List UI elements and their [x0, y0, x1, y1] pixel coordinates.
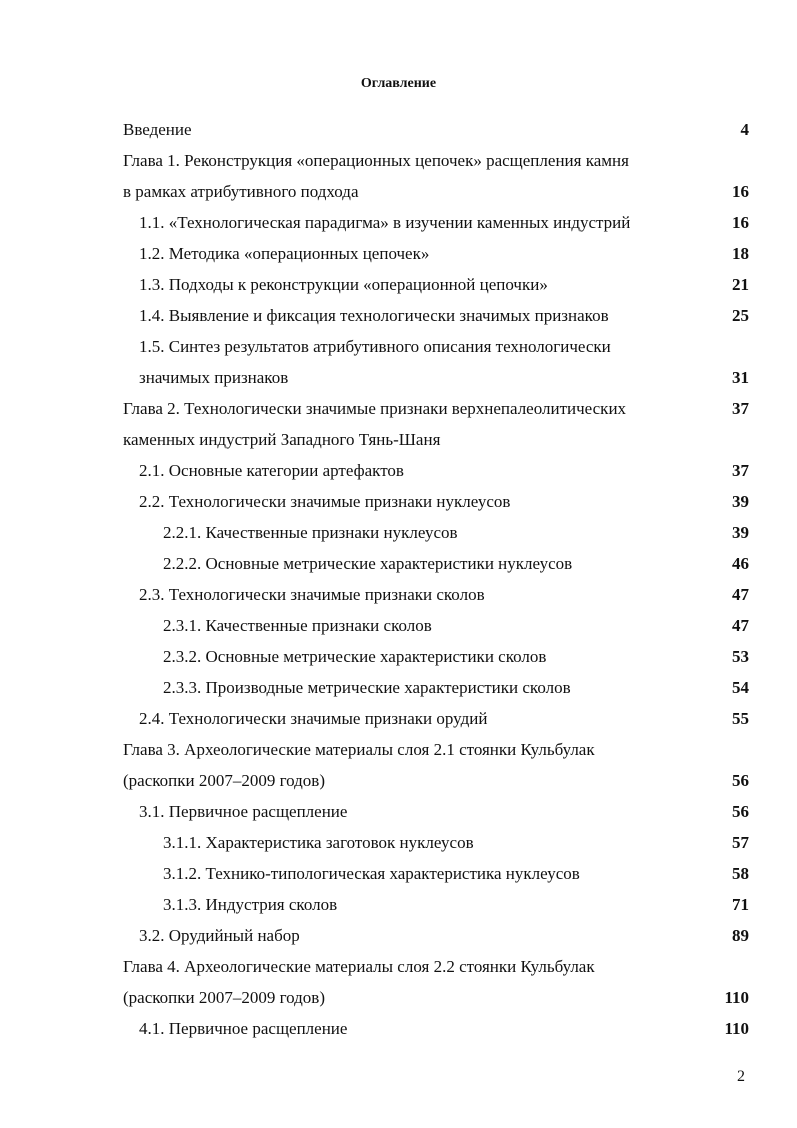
toc-entry-text: 3.1.1. Характеристика заготовок нуклеусов — [163, 833, 474, 852]
toc-entry — [123, 796, 749, 827]
toc-entry-text: 4.1. Первичное расщепление — [139, 1019, 348, 1038]
toc-entry-text: (раскопки 2007–2009 годов) — [123, 771, 325, 790]
toc-entry — [123, 269, 749, 300]
toc-entry — [123, 517, 749, 548]
toc-entry-page: 47 — [732, 616, 749, 635]
toc-entry — [123, 486, 749, 517]
toc-entry-text: (раскопки 2007–2009 годов) — [123, 988, 325, 1007]
toc-entry-text: 1.3. Подходы к реконструкции «операционной цепочки» — [139, 275, 548, 294]
toc-entry — [123, 703, 749, 734]
toc-entry — [123, 548, 749, 579]
toc-entry — [123, 331, 749, 393]
toc-entry — [123, 734, 749, 796]
toc-entry-page: 89 — [732, 926, 749, 945]
toc-entry — [123, 858, 749, 889]
toc-entry-text: 1.2. Методика «операционных цепочек» — [139, 244, 430, 263]
toc-entry — [123, 951, 749, 1013]
toc-entry-text: в рамках атрибутивного подхода — [123, 182, 359, 201]
toc-entry-page: 37 — [732, 399, 749, 418]
toc-entry — [123, 207, 749, 238]
toc-entry-text: 2.4. Технологически значимые признаки орудий — [139, 709, 488, 728]
toc-entry-text: Глава 2. Технологически значимые признаки верхнепалеолитических — [123, 399, 627, 418]
toc-entry — [123, 827, 749, 858]
toc-entry — [123, 393, 749, 455]
toc-entry-text: 2.2.1. Качественные признаки нуклеусов — [163, 523, 458, 542]
toc-entry — [123, 455, 749, 486]
toc-entry-page: 57 — [732, 833, 749, 852]
toc-entry-text: 3.1.3. Индустрия сколов — [163, 895, 338, 914]
toc-entry-text: 2.3.3. Производные метрические характеристики сколов — [163, 678, 571, 697]
toc-entry — [123, 300, 749, 331]
toc-entry — [123, 641, 749, 672]
toc-entry-page: 39 — [732, 492, 749, 511]
toc-entry — [123, 610, 749, 641]
toc-entry-page: 39 — [732, 523, 749, 542]
toc-entry-text: Введение — [123, 120, 192, 139]
toc-entry-text: каменных индустрий Западного Тянь-Шаня — [123, 430, 441, 449]
toc-entry — [123, 672, 749, 703]
toc-entry — [123, 238, 749, 269]
toc-entry-page: 37 — [732, 461, 749, 480]
toc-entry-text: значимых признаков — [139, 368, 289, 387]
toc-entry — [123, 114, 749, 145]
toc-entry-page: 58 — [732, 864, 749, 883]
toc-entry-text: 1.1. «Технологическая парадигма» в изучении каменных индустрий — [139, 213, 631, 232]
toc-entry-page: 56 — [732, 802, 749, 821]
toc-entry-text: 2.2. Технологически значимые признаки нуклеусов — [139, 492, 511, 511]
toc-entry-page: 110 — [724, 1019, 749, 1038]
toc-entry-text: 1.4. Выявление и фиксация технологически значимых признаков — [139, 306, 609, 325]
toc-entry-text: 1.5. Синтез результатов атрибутивного описания технологически — [139, 337, 611, 356]
toc-entry-page: 16 — [732, 213, 749, 232]
toc-entry-page: 54 — [732, 678, 749, 697]
toc-entry — [123, 1013, 749, 1044]
toc-entry-page: 53 — [732, 647, 749, 666]
table-of-contents — [123, 114, 749, 1044]
toc-entry-page: 47 — [732, 585, 749, 604]
toc-entry-page: 25 — [732, 306, 749, 325]
toc-entry — [123, 145, 749, 207]
toc-entry-text: 2.1. Основные категории артефактов — [139, 461, 404, 480]
toc-entry-text: 3.2. Орудийный набор — [139, 926, 300, 945]
toc-entry-page: 56 — [732, 771, 749, 790]
toc-entry — [123, 579, 749, 610]
toc-entry-text: 2.3. Технологически значимые признаки сколов — [139, 585, 485, 604]
toc-entry — [123, 889, 749, 920]
toc-entry-text: 3.1. Первичное расщепление — [139, 802, 348, 821]
toc-entry-page: 16 — [732, 182, 749, 201]
toc-entry-text: 2.2.2. Основные метрические характеристики нуклеусов — [163, 554, 573, 573]
toc-entry-text: 2.3.1. Качественные признаки сколов — [163, 616, 432, 635]
toc-entry-text: Глава 1. Реконструкция «операционных цепочек» расщепления камня — [123, 151, 629, 170]
toc-entry — [123, 920, 749, 951]
toc-entry-page: 110 — [724, 988, 749, 1007]
toc-entry-page: 71 — [732, 895, 749, 914]
toc-entry-page: 18 — [732, 244, 749, 263]
toc-entry-text: 3.1.2. Технико-типологическая характеристика нуклеусов — [163, 864, 580, 883]
toc-entry-page: 4 — [740, 120, 749, 139]
toc-entry-page: 31 — [732, 368, 749, 387]
toc-entry-page: 21 — [732, 275, 749, 294]
page-number: 2 — [737, 1068, 745, 1085]
toc-entry-text: 2.3.2. Основные метрические характеристики сколов — [163, 647, 547, 666]
toc-entry-page: 55 — [732, 709, 749, 728]
page-title: Оглавление — [360, 76, 437, 91]
toc-entry-page: 46 — [732, 554, 749, 573]
toc-entry-text: Глава 4. Археологические материалы слоя 2.2 стоянки Кульбулак — [123, 957, 595, 976]
toc-entry-text: Глава 3. Археологические материалы слоя 2.1 стоянки Кульбулак — [123, 740, 595, 759]
